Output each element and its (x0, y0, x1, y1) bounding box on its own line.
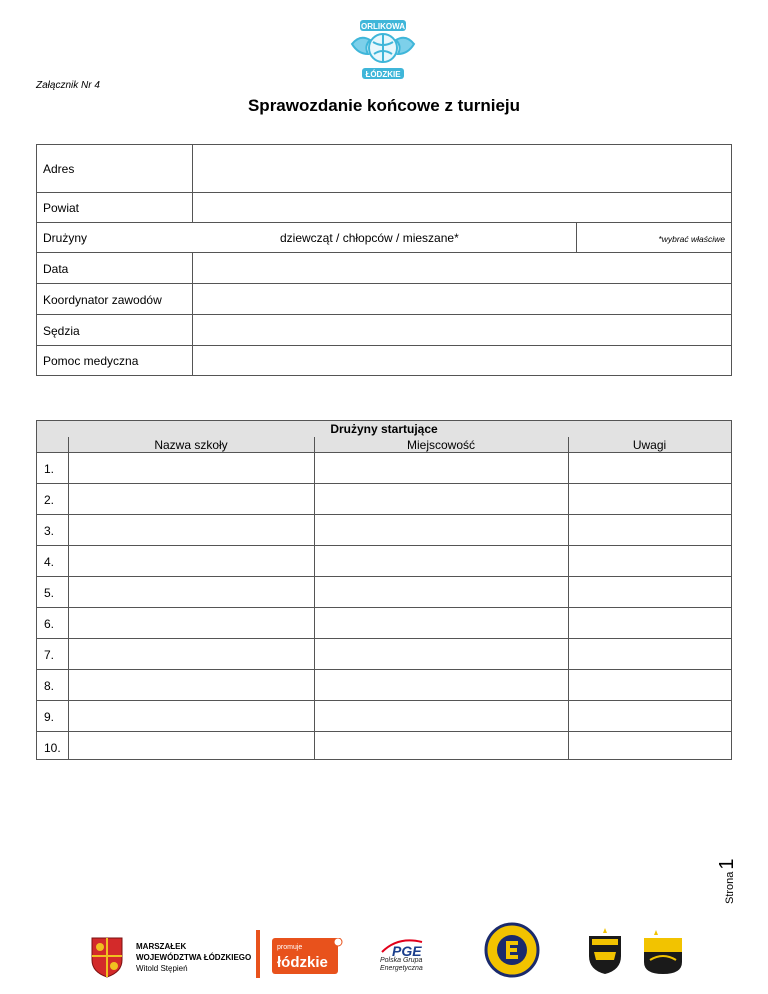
column-header-school: Nazwa szkoły (154, 438, 228, 452)
row-number: 1. (44, 462, 55, 476)
svg-text:promuje: promuje (277, 944, 303, 951)
page-number: 1 (716, 858, 738, 870)
teams-note: *wybrać właściwe (658, 234, 725, 244)
row-number: 3. (44, 524, 55, 538)
info-row-koordynator (37, 284, 731, 315)
row-number: 7. (44, 648, 55, 662)
cell-divider (192, 284, 193, 314)
table-row (37, 484, 731, 515)
akademia-skra-logo-icon (584, 926, 626, 976)
table-row (37, 732, 731, 763)
table-row (37, 577, 731, 608)
pge-subtitle-line-1: Polska Grupa (380, 957, 423, 964)
info-label: Koordynator zawodów (43, 293, 162, 307)
table-row (37, 639, 731, 670)
skra-belchatow-logo-icon (640, 928, 686, 976)
page-label: Strona (724, 871, 736, 904)
svg-text:ORLIKOWA: ORLIKOWA (361, 22, 405, 31)
teams-gender-options[interactable]: dziewcząt / chłopców / mieszane* (280, 231, 459, 245)
marshal-line-1: MARSZAŁEK (136, 942, 187, 951)
orliki-logo-icon (346, 14, 420, 84)
lodzkie-coat-of-arms-icon (90, 936, 124, 978)
pge-subtitle (380, 957, 423, 973)
info-label: Pomoc medyczna (43, 354, 139, 368)
column-header-town: Miejscowość (406, 438, 475, 452)
row-number: 2. (44, 493, 55, 507)
teams-table-title: Drużyny startujące (330, 422, 438, 436)
table-row (37, 546, 731, 577)
row-number: 8. (44, 679, 55, 693)
cell-divider (192, 193, 193, 222)
cell-divider (192, 253, 193, 283)
teams-table (36, 420, 732, 760)
orange-divider (256, 930, 260, 978)
table-row (37, 670, 731, 701)
table-row (37, 515, 731, 546)
svg-text:ŁÓDZKIE: ŁÓDZKIE (365, 70, 401, 79)
promuje-lodzkie-logo-icon (272, 938, 344, 974)
row-number: 4. (44, 555, 55, 569)
info-row-adres (37, 145, 731, 193)
info-row-powiat (37, 193, 731, 223)
cell-divider (192, 315, 193, 345)
svg-text:PGE: PGE (392, 943, 422, 959)
table-row (37, 701, 731, 732)
page-title: Sprawozdanie końcowe z turnieju (247, 96, 521, 115)
info-table (36, 144, 732, 376)
page-number-marker (716, 858, 739, 904)
svg-text:łódzkie: łódzkie (277, 954, 328, 971)
table-row (37, 608, 731, 639)
annex-number: Załącznik Nr 4 (36, 80, 100, 91)
info-row-druzyny (37, 223, 731, 253)
row-number: 10. (44, 741, 61, 755)
info-row-pomoc-medyczna (37, 346, 731, 375)
row-number: 9. (44, 710, 55, 724)
info-row-sedzia (37, 315, 731, 346)
marshal-line-3: Witold Stępień (136, 964, 188, 973)
info-row-data (37, 253, 731, 284)
cell-divider (192, 346, 193, 375)
cell-divider (192, 145, 193, 192)
row-number: 5. (44, 586, 55, 600)
pge-subtitle-line-2: Energetyczna (380, 965, 423, 972)
info-label: Adres (43, 162, 75, 176)
table-row (37, 453, 731, 484)
teams-table-header (37, 421, 731, 453)
info-label: Sędzia (43, 324, 80, 338)
info-label: Drużyny (43, 231, 88, 245)
cell-divider (576, 223, 577, 252)
marshal-text (136, 941, 251, 974)
info-label: Data (43, 262, 69, 276)
column-header-notes: Uwagi (632, 438, 667, 452)
energetyczny-klub-sportowy-logo-icon (484, 922, 540, 978)
info-label: Powiat (43, 201, 80, 215)
marshal-line-2: WOJEWÓDZTWA ŁÓDZKIEGO (136, 953, 252, 962)
row-number: 6. (44, 617, 55, 631)
